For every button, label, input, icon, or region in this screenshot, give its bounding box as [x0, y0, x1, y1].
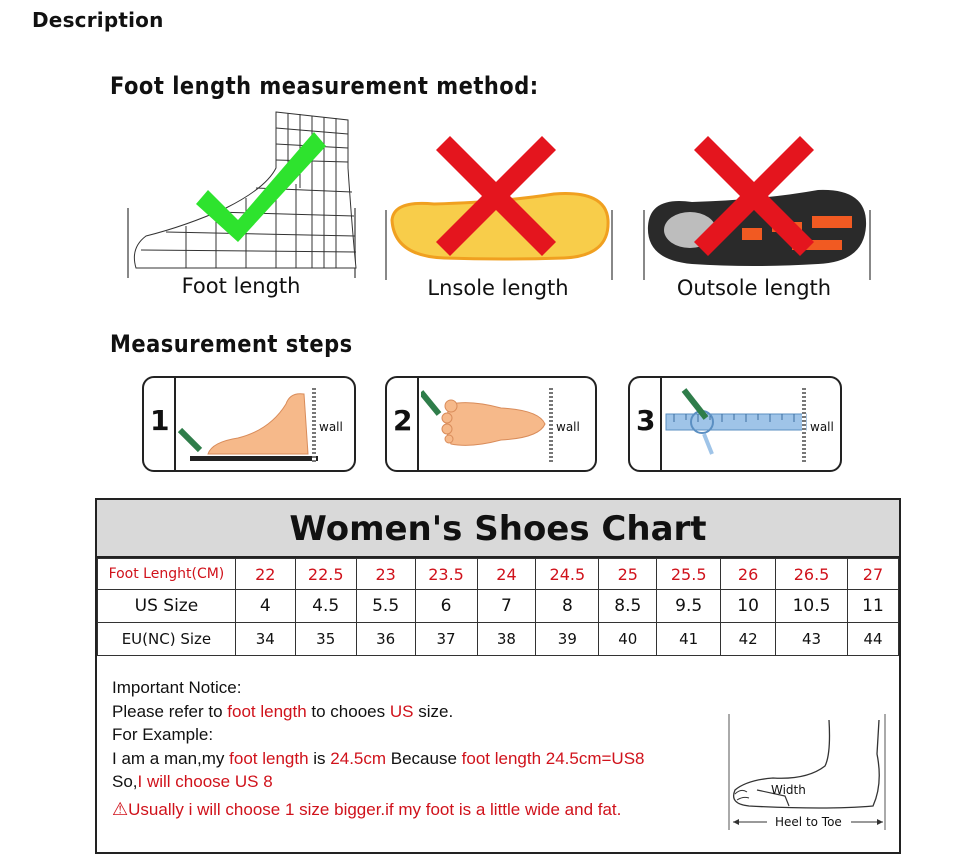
notice-title: Important Notice:	[112, 678, 242, 697]
important-notice	[112, 676, 645, 821]
row-header-foot-length: Foot Lenght(CM)	[98, 559, 236, 590]
foot-width-diagram	[727, 714, 891, 834]
foot-mesh-icon	[126, 108, 358, 278]
step-1-number: 1	[150, 404, 170, 437]
method-insole-length	[384, 130, 616, 306]
insole-icon	[384, 130, 616, 280]
table-cell: 24.5	[536, 559, 599, 590]
table-cell: 27	[847, 559, 898, 590]
foot-top-icon	[421, 384, 551, 468]
foot-side-icon	[178, 384, 318, 468]
method-label-insole: Lnsole length	[427, 276, 569, 300]
row-header-us-size: US Size	[98, 590, 236, 623]
step-3-wall-label: wall	[810, 420, 834, 434]
step-2-wall-label: wall	[556, 420, 580, 434]
table-cell: 23	[356, 559, 415, 590]
table-cell: 4.5	[295, 590, 356, 623]
ruler-icon	[664, 384, 810, 468]
steps-heading: Measurement steps	[110, 330, 353, 358]
table-row	[98, 623, 899, 656]
table-row	[98, 559, 899, 590]
table-cell: 10	[721, 590, 776, 623]
diagram-width-label: Width	[771, 783, 806, 797]
table-cell: 10.5	[776, 590, 848, 623]
table-cell: 37	[415, 623, 477, 656]
size-chart	[95, 498, 901, 854]
table-cell: 9.5	[657, 590, 721, 623]
method-label-outsole: Outsole length	[676, 276, 832, 300]
step-2-card	[385, 376, 597, 472]
table-cell: 8.5	[599, 590, 657, 623]
step-1-card	[142, 376, 356, 472]
size-table	[97, 558, 899, 656]
table-cell: 38	[477, 623, 536, 656]
page-title: Description	[32, 8, 164, 32]
notice-line-5: ⚠Usually i will choose 1 size bigger.if my foot is a little wide and fat.	[112, 798, 622, 819]
table-cell: 24	[477, 559, 536, 590]
step-2-number: 2	[393, 404, 413, 437]
table-cell: 22	[235, 559, 295, 590]
table-cell: 26	[721, 559, 776, 590]
table-cell: 8	[536, 590, 599, 623]
diagram-length-label: Heel to Toe	[775, 815, 842, 829]
method-outsole-length	[642, 130, 874, 306]
row-header-eu-size: EU(NC) Size	[98, 623, 236, 656]
table-cell: 22.5	[295, 559, 356, 590]
table-cell: 41	[657, 623, 721, 656]
notice-line-1: Please refer to foot length to chooes US size.	[112, 701, 454, 721]
method-heading: Foot length measurement method:	[110, 72, 539, 100]
table-row	[98, 590, 899, 623]
step-1-wall-label: wall	[319, 420, 343, 434]
method-foot-length	[126, 108, 358, 304]
table-cell: 44	[847, 623, 898, 656]
table-cell: 23.5	[415, 559, 477, 590]
notice-line-2: For Example:	[112, 725, 214, 744]
method-label-foot: Foot length	[181, 274, 301, 298]
table-cell: 34	[235, 623, 295, 656]
table-cell: 43	[776, 623, 848, 656]
table-cell: 6	[415, 590, 477, 623]
table-cell: 4	[235, 590, 295, 623]
table-cell: 42	[721, 623, 776, 656]
table-cell: 40	[599, 623, 657, 656]
table-cell: 5.5	[356, 590, 415, 623]
outsole-icon	[642, 130, 874, 280]
step-3-number: 3	[636, 404, 656, 437]
warning-icon: ⚠	[112, 798, 129, 819]
table-cell: 25	[599, 559, 657, 590]
chart-title: Women's Shoes Chart	[97, 500, 899, 558]
table-cell: 11	[847, 590, 898, 623]
table-cell: 35	[295, 623, 356, 656]
table-cell: 7	[477, 590, 536, 623]
step-3-card	[628, 376, 842, 472]
notice-line-4: So,I will choose US 8	[112, 772, 273, 791]
table-cell: 26.5	[776, 559, 848, 590]
table-cell: 25.5	[657, 559, 721, 590]
table-cell: 36	[356, 623, 415, 656]
table-cell: 39	[536, 623, 599, 656]
notice-line-3: I am a man,my foot length is 24.5cm Because foot length 24.5cm=US8	[112, 748, 645, 768]
